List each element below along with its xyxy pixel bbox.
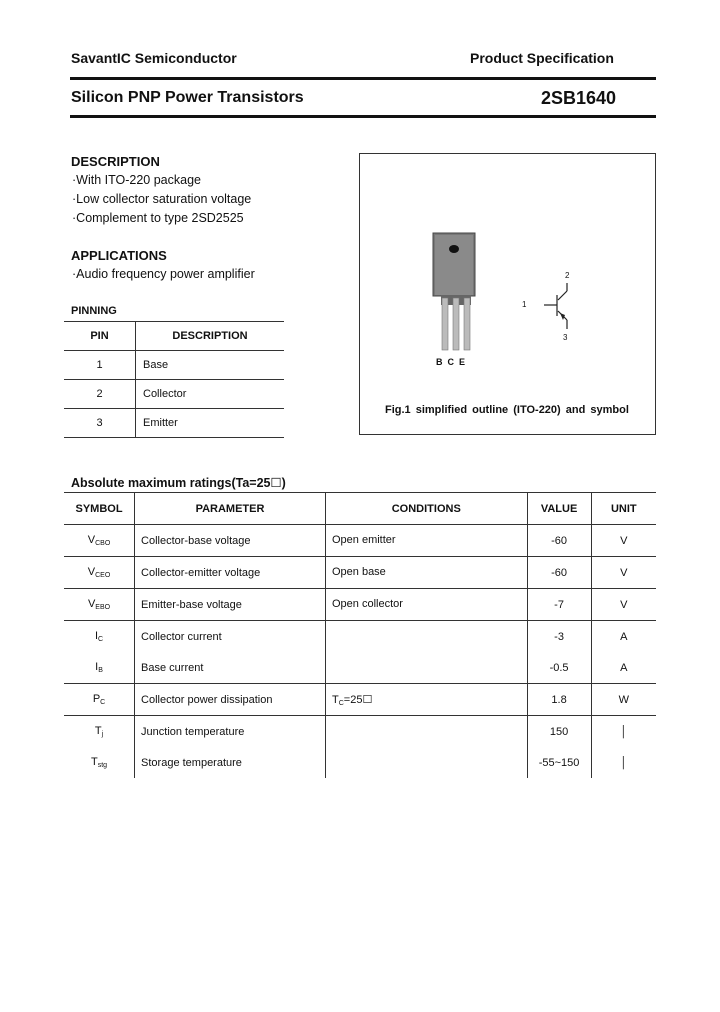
unit-cell: │ (620, 756, 628, 769)
conditions-cell (325, 747, 527, 778)
parameter-cell: Storage temperature (135, 747, 326, 778)
document-type: Product Specification (470, 50, 614, 66)
value-cell: -0.5 (527, 652, 591, 684)
table-row (64, 409, 284, 438)
conditions-cell: $T_C=25☐$ (325, 684, 527, 716)
table-row (64, 652, 656, 684)
column-header: SYMBOL (64, 493, 135, 525)
description-item: ·With ITO-220 package (72, 173, 201, 187)
description-heading: DESCRIPTION (71, 154, 160, 169)
conditions-cell: Open emitter (325, 525, 527, 557)
conditions-cell: Open base (325, 557, 527, 589)
title-rule (70, 115, 656, 118)
table-row (64, 557, 656, 589)
parameter-cell: Collector-base voltage (135, 525, 326, 557)
table-row (64, 589, 656, 621)
description-item: ·Complement to type 2SD2525 (72, 211, 244, 225)
pinning-table (64, 321, 284, 438)
conditions-cell (325, 716, 527, 748)
ito220-package-image (433, 233, 475, 350)
parameter-cell: Base current (135, 652, 326, 684)
symbol-cell: $T_{stg}$ (64, 747, 135, 778)
column-header: CONDITIONS (325, 493, 527, 525)
conditions-cell: Open collector (325, 589, 527, 621)
table-row (64, 351, 284, 380)
table-row (64, 380, 284, 409)
parameter-cell: Collector power dissipation (135, 684, 326, 716)
package-pin-letters: BCE (436, 357, 471, 367)
value-cell: -7 (527, 589, 591, 621)
table-header-row (64, 322, 284, 351)
pnp-transistor-symbol (544, 283, 567, 329)
pin-number: 2 (64, 380, 136, 409)
symbol-label-emitter: 3 (563, 333, 568, 342)
table-row (64, 621, 656, 653)
symbol-cell: $I_C$ (64, 621, 135, 653)
conditions-cell (325, 652, 527, 684)
pinning-heading: PINNING (71, 305, 117, 317)
header-rule (70, 77, 656, 80)
pin-description: Base (143, 359, 169, 371)
symbol-label-base: 1 (522, 300, 527, 309)
unit-cell: A (591, 652, 656, 684)
symbol-cell: $V_{CBO}$ (64, 525, 135, 557)
value-cell: -60 (527, 525, 591, 557)
pin-description: Collector (143, 388, 187, 400)
unit-cell: A (620, 630, 628, 643)
symbol-cell: $V_{CEO}$ (64, 557, 135, 589)
symbol-label-collector: 2 (565, 271, 570, 280)
pin-description: Emitter (143, 417, 178, 429)
value-cell: 150 (527, 716, 591, 748)
symbol-cell: $P_C$ (64, 684, 135, 716)
table-row (64, 747, 656, 778)
parameter-cell: Emitter-base voltage (135, 589, 326, 621)
unit-cell: V (591, 525, 656, 557)
figure-caption: Fig.1 simplified outline (ITO-220) and symbol (385, 404, 629, 416)
application-item: ·Audio frequency power amplifier (72, 267, 255, 281)
part-number: 2SB1640 (541, 88, 617, 108)
ratings-heading: Absolute maximum ratings(Ta=25☐) (71, 476, 286, 490)
symbol-cell: $I_B$ (64, 652, 135, 684)
unit-cell: V (591, 557, 656, 589)
value-cell: -3 (527, 621, 591, 653)
unit-cell: │ (620, 725, 628, 738)
pin-number: 3 (64, 409, 136, 438)
package-and-symbol-figure (359, 153, 656, 435)
unit-cell: V (591, 589, 656, 621)
conditions-cell (325, 621, 527, 653)
symbol-cell: $V_{EBO}$ (64, 589, 135, 621)
column-header: PIN (64, 322, 136, 351)
parameter-cell: Junction temperature (135, 716, 326, 748)
table-row (64, 716, 656, 748)
parameter-cell: Collector current (135, 621, 326, 653)
value-cell: -60 (527, 557, 591, 589)
table-row (64, 525, 656, 557)
value-cell: -55~150 (527, 747, 591, 778)
parameter-cell: Collector-emitter voltage (135, 557, 326, 589)
column-header: DESCRIPTION (172, 330, 248, 342)
description-item: ·Low collector saturation voltage (72, 192, 252, 206)
page-title: Silicon PNP Power Transistors (71, 89, 304, 106)
pin-number: 1 (64, 351, 136, 380)
table-header-row (64, 493, 656, 525)
value-cell: 1.8 (527, 684, 591, 716)
table-row (64, 684, 656, 716)
column-header: UNIT (591, 493, 656, 525)
applications-heading: APPLICATIONS (71, 248, 167, 263)
company-name: SavantIC Semiconductor (71, 50, 237, 66)
unit-cell: W (591, 684, 656, 716)
column-header: PARAMETER (135, 493, 326, 525)
column-header: VALUE (527, 493, 591, 525)
symbol-cell: $T_j$ (64, 716, 135, 748)
ratings-table (64, 492, 656, 778)
